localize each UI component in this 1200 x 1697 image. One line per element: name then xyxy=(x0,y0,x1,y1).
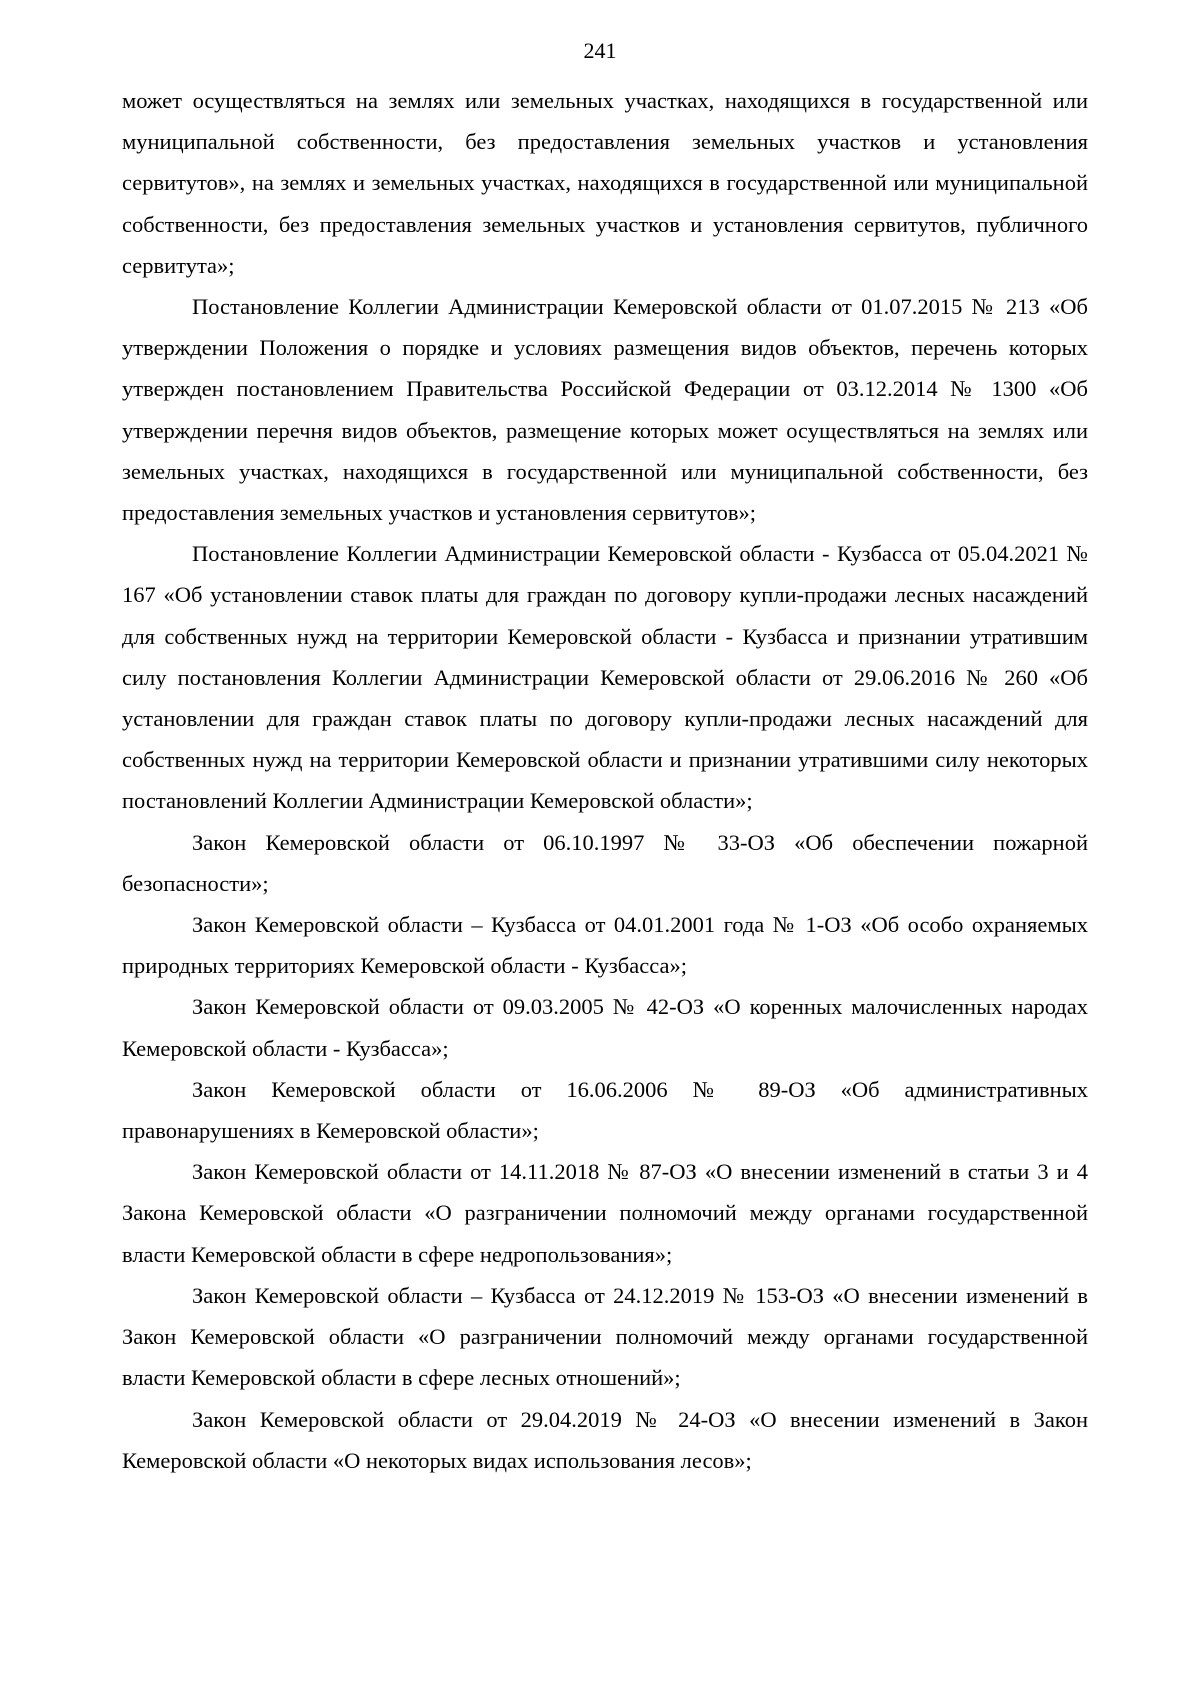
paragraph-law-1-oz: Закон Кемеровской области – Кузбасса от 04.01.2001 года № 1-ОЗ «Об особо охраняемых природных территориях Кемеровской области - Кузбасса»; xyxy=(122,912,1088,979)
paragraph-continuation: может осуществляться на землях или земельных участках, находящихся в государственной или муниципальной собственности, без предоставления земельных участков и установления сервитутов», на землях и земельных участках, находящихся в государственной или муниципальной собственности, без предоставления земельных участков и установления сервитутов, публичного сервитута»; xyxy=(122,88,1088,278)
paragraph-law-42-oz: Закон Кемеровской области от 09.03.2005 № 42-ОЗ «О коренных малочисленных народах Кемеровской области - Кузбасса»; xyxy=(122,994,1088,1061)
paragraph-law-89-oz: Закон Кемеровской области от 16.06.2006 № 89-ОЗ «Об административных правонарушениях в Кемеровской области»; xyxy=(122,1076,1088,1144)
paragraph-law-87-oz: Закон Кемеровской области от 14.11.2018 № 87-ОЗ «О внесении изменений в статьи 3 и 4 Закона Кемеровской области «О разграничении полномочий между органами государственной власти Кемеровской области в сфере недропользования»; xyxy=(122,1159,1088,1267)
paragraph-law-24-oz: Закон Кемеровской области от 29.04.2019 № 24-ОЗ «О внесении изменений в Закон Кемеровской области «О некоторых видах использования лесов»; xyxy=(122,1406,1088,1473)
paragraph-law-33-oz: Закон Кемеровской области от 06.10.1997 № 33-ОЗ «Об обеспечении пожарной безопасности»; xyxy=(122,829,1088,896)
paragraph-law-153-oz: Закон Кемеровской области – Кузбасса от 24.12.2019 № 153-ОЗ «О внесении изменений в Закон Кемеровской области «О разграничении полномочий между органами государственной власти Кемеровской области в сфере лесных отношений»; xyxy=(122,1282,1088,1391)
paragraph-resolution-213: Постановление Коллегии Администрации Кемеровской области от 01.07.2015 № 213 «Об утверждении Положения о порядке и условиях размещения видов объектов, перечень которых утвержден постановлением Правительства Российской Федерации от 03.12.2014 № 1300 «Об утверждении перечня видов объектов, размещение которых может осуществляться на землях или земельных участках, находящихся в государственной или муниципальной собственности, без предоставления земельных участков и установления сервитутов»; xyxy=(122,294,1088,526)
page-number: 241 xyxy=(583,38,617,63)
paragraph-resolution-167: Постановление Коллегии Администрации Кемеровской области - Кузбасса от 05.04.2021 № 167 «Об установлении ставок платы для граждан по договору купли-продажи лесных насаждений для собственных нужд на территории Кемеровской области - Кузбасса и признании утратившим силу постановления Коллегии Администрации Кемеровской области от 29.06.2016 № 260 «Об установлении для граждан ставок платы по договору купли-продажи лесных насаждений для собственных нужд на территории Кемеровской области и признании утратившими силу некоторых постановлений Коллегии Администрации Кемеровской области»; xyxy=(122,541,1088,814)
document-body xyxy=(122,80,1088,1481)
